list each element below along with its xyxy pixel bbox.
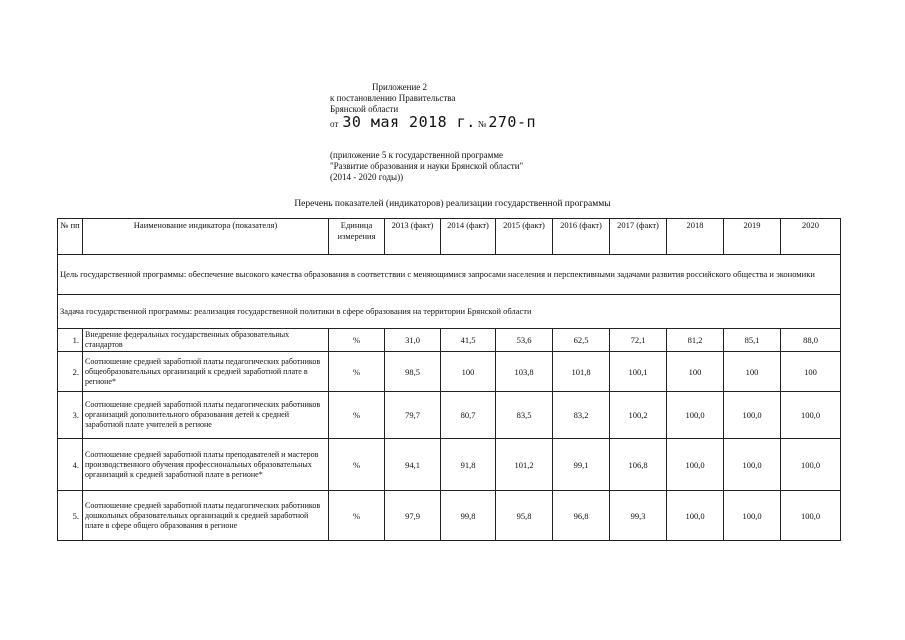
- value-2017: 99,3: [610, 491, 667, 541]
- value-2014: 80,7: [441, 392, 496, 439]
- value-2018: 100,0: [667, 491, 724, 541]
- value-2014: 100: [441, 352, 496, 392]
- table-header-row: [58, 219, 841, 255]
- table-row: [58, 439, 841, 491]
- value-2018: 81,2: [667, 329, 724, 352]
- value-2013: 94,1: [385, 439, 441, 491]
- value-2020: 100,0: [781, 439, 841, 491]
- indicator-unit: %: [329, 439, 385, 491]
- table-row: [58, 491, 841, 541]
- value-2017: 100,1: [610, 352, 667, 392]
- header-2020: 2020: [781, 219, 841, 255]
- value-2019: 100,0: [724, 439, 781, 491]
- row-number: 2.: [58, 352, 83, 392]
- value-2016: 96,8: [553, 491, 610, 541]
- value-2013: 97,9: [385, 491, 441, 541]
- header-no: № пп: [58, 219, 83, 255]
- value-2017: 106,8: [610, 439, 667, 491]
- value-2016: 83,2: [553, 392, 610, 439]
- value-2019: 100,0: [724, 491, 781, 541]
- region-name: Брянской области: [330, 104, 399, 114]
- value-2014: 99,8: [441, 491, 496, 541]
- header-2014: 2014 (факт): [441, 219, 496, 255]
- header-2017: 2017 (факт): [610, 219, 667, 255]
- appendix-label: Приложение 2: [372, 82, 428, 92]
- header-2018: 2018: [667, 219, 724, 255]
- indicator-unit: %: [329, 352, 385, 392]
- decree-number: 270-п: [488, 113, 537, 131]
- indicator-unit: %: [329, 329, 385, 352]
- table-row: [58, 329, 841, 352]
- decree-date: 30 мая 2018 г.: [342, 113, 476, 131]
- header-2013: 2013 (факт): [385, 219, 441, 255]
- value-2014: 91,8: [441, 439, 496, 491]
- decree-date-line: [330, 115, 536, 130]
- value-2013: 31,0: [385, 329, 441, 352]
- header-2019: 2019: [724, 219, 781, 255]
- goal-row: [58, 255, 841, 295]
- row-number: 4.: [58, 439, 83, 491]
- table-title: Перечень показателей (индикаторов) реализации государственной программы: [294, 199, 611, 209]
- value-2016: 99,1: [553, 439, 610, 491]
- decree-header: [330, 82, 536, 130]
- table-row: [58, 392, 841, 439]
- value-2017: 72,1: [610, 329, 667, 352]
- value-2020: 100: [781, 352, 841, 392]
- value-2015: 103,8: [496, 352, 553, 392]
- indicator-unit: %: [329, 392, 385, 439]
- task-row: [58, 295, 841, 329]
- value-2019: 85,1: [724, 329, 781, 352]
- indicator-name: Внедрение федеральных государственных образовательных стандартов: [83, 329, 329, 352]
- indicator-name: Соотношение средней заработной платы педагогических работников дошкольных образовательных организаций к средней заработной плате в сфере общего образования в регионе: [83, 491, 329, 541]
- date-prefix: от: [330, 119, 339, 129]
- value-2018: 100: [667, 352, 724, 392]
- program-task: Задача государственной программы: реализация государственной политики в сфере образования на территории Брянской области: [58, 295, 841, 329]
- value-2013: 98,5: [385, 352, 441, 392]
- indicator-name: Соотношение средней заработной платы педагогических работников общеобразовательных организаций к средней заработной плате в регионе*: [83, 352, 329, 392]
- value-2015: 95,8: [496, 491, 553, 541]
- number-sign: №: [477, 119, 487, 129]
- row-number: 1.: [58, 329, 83, 352]
- indicators-table: [57, 218, 841, 541]
- value-2015: 83,5: [496, 392, 553, 439]
- appendix-note-line-2: "Развитие образования и науки Брянской области": [330, 161, 524, 171]
- value-2019: 100: [724, 352, 781, 392]
- indicator-unit: %: [329, 491, 385, 541]
- value-2015: 53,6: [496, 329, 553, 352]
- value-2014: 41,5: [441, 329, 496, 352]
- value-2020: 88,0: [781, 329, 841, 352]
- appendix-note-line-1: (приложение 5 к государственной программе: [330, 150, 504, 160]
- indicator-name: Соотношение средней заработной платы преподавателей и мастеров производственного обучения профессиональных образовательных организаций к средней заработной плате в регионе*: [83, 439, 329, 491]
- header-2016: 2016 (факт): [553, 219, 610, 255]
- header-unit: Единица измерения: [329, 219, 385, 255]
- value-2019: 100,0: [724, 392, 781, 439]
- decree-reference: к постановлению Правительства: [330, 93, 456, 103]
- value-2017: 100,2: [610, 392, 667, 439]
- row-number: 5.: [58, 491, 83, 541]
- value-2020: 100,0: [781, 392, 841, 439]
- value-2016: 101,8: [553, 352, 610, 392]
- value-2015: 101,2: [496, 439, 553, 491]
- value-2016: 62,5: [553, 329, 610, 352]
- header-name: Наименование индикатора (показателя): [83, 219, 329, 255]
- value-2013: 79,7: [385, 392, 441, 439]
- header-2015: 2015 (факт): [496, 219, 553, 255]
- value-2018: 100,0: [667, 392, 724, 439]
- table-row: [58, 352, 841, 392]
- program-goal: Цель государственной программы: обеспечение высокого качества образования в соответствии с меняющимися запросами населения и перспективными задачами развития российского общества и экономики: [58, 255, 841, 295]
- appendix-note-line-3: (2014 - 2020 годы)): [330, 172, 404, 182]
- indicator-name: Соотношение средней заработной платы педагогических работников организаций дополнительного образования детей к средней заработной плате учителей в регионе: [83, 392, 329, 439]
- value-2020: 100,0: [781, 491, 841, 541]
- value-2018: 100,0: [667, 439, 724, 491]
- row-number: 3.: [58, 392, 83, 439]
- appendix-note: [330, 150, 523, 183]
